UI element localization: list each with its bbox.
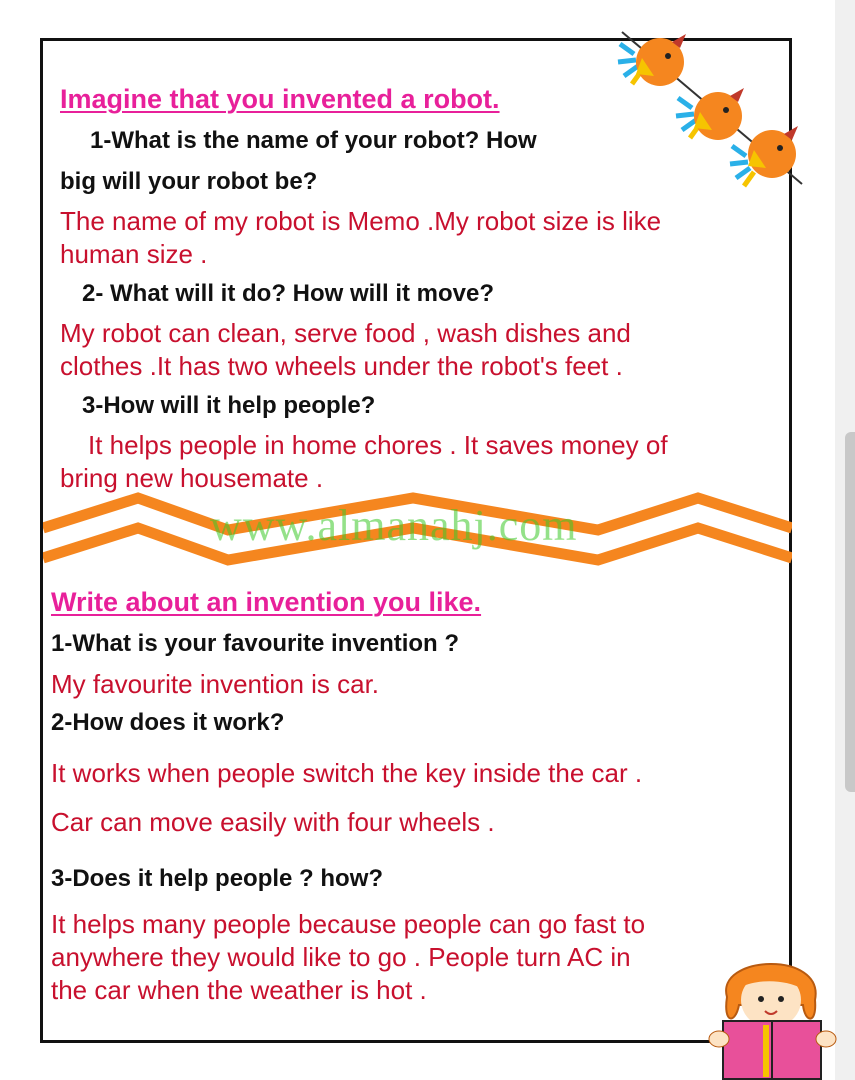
section1-answer2-line2: clothes .It has two wheels under the robot's feet .	[60, 351, 623, 381]
reading-girl-icon	[705, 945, 840, 1080]
section2-answer2-line2: Car can move easily with four wheels .	[51, 807, 495, 837]
section1-answer1-line2: human size .	[60, 239, 208, 269]
section2-answer3-line1: It helps many people because people can go fast to	[51, 909, 646, 939]
scrollbar-handle[interactable]	[845, 432, 855, 792]
section1-question2: 2- What will it do? How will it move?	[82, 280, 494, 307]
section1-question3: 3-How will it help people?	[82, 392, 376, 419]
bird-icon	[618, 34, 686, 86]
section2-question3: 3-Does it help people ? how?	[51, 865, 384, 892]
section1-answer1-line1: The name of my robot is Memo .My robot size is like	[60, 206, 662, 236]
section1-heading: Imagine that you invented a robot.	[60, 84, 500, 114]
section1-answer3-line1: It helps people in home chores . It saves money of	[88, 430, 668, 460]
section1-question1-line1: 1-What is the name of your robot? How	[90, 127, 537, 154]
bird-garland	[612, 24, 812, 194]
section2-answer1: My favourite invention is car.	[51, 669, 380, 699]
section2-heading: Write about an invention you like.	[51, 587, 482, 617]
section2-answer3-line3: the car when the weather is hot .	[51, 975, 427, 1005]
section1-answer2-line1: My robot can clean, serve food , wash dishes and	[60, 318, 631, 348]
watermark: www.almanahj.com	[210, 501, 578, 550]
section1-question1-line2: big will your robot be?	[60, 168, 318, 195]
bird-icon	[730, 126, 798, 186]
section2-question1: 1-What is your favourite invention ?	[51, 630, 460, 657]
section1-answer3-line2: bring new housemate .	[60, 463, 324, 493]
section2-question2: 2-How does it work?	[51, 709, 285, 736]
bird-icon	[676, 88, 744, 140]
section2-answer3-line2: anywhere they would like to go . People turn AC in	[51, 942, 631, 972]
section2-answer2-line1: It works when people switch the key inside the car .	[51, 758, 643, 788]
